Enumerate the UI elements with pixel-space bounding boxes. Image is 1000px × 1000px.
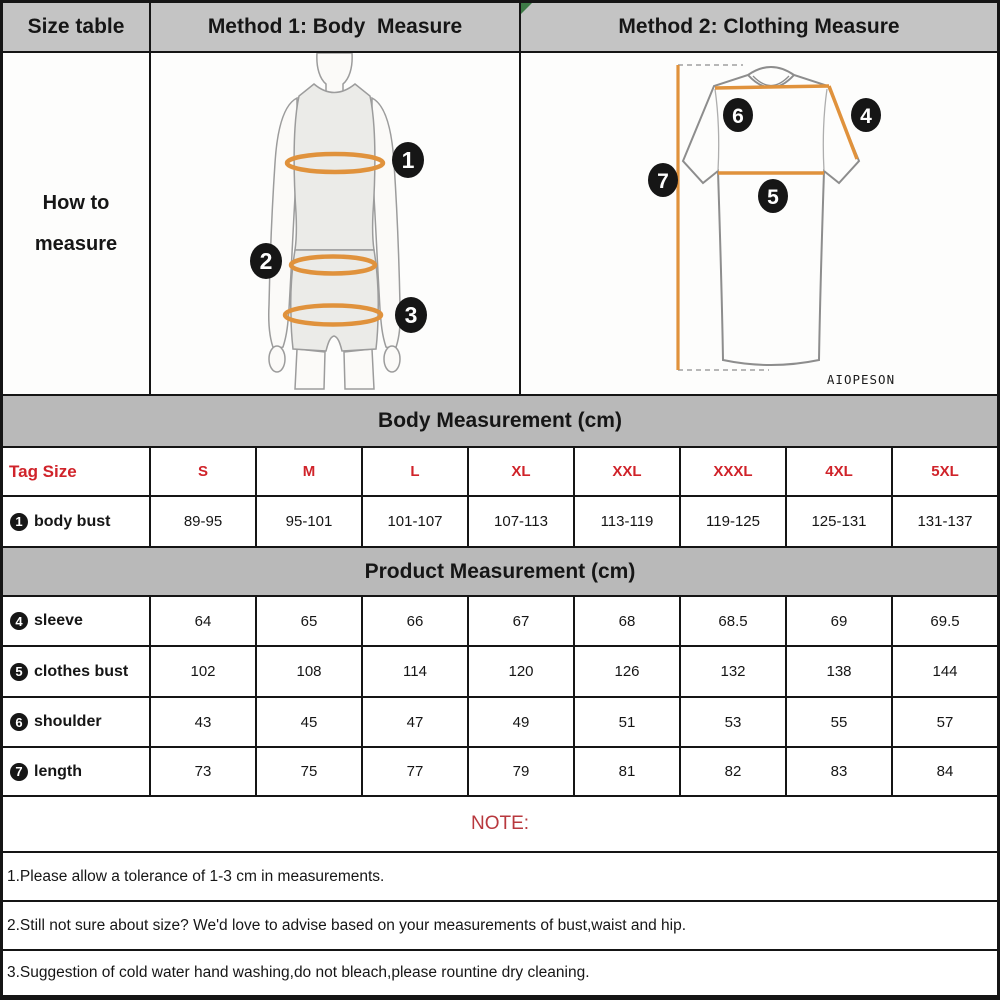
sleeve-value: 66 — [363, 597, 469, 645]
header-method1 — [151, 3, 521, 51]
left-hand — [269, 346, 285, 372]
tank-top — [294, 84, 375, 250]
sleeve-value: 68 — [575, 597, 681, 645]
length-value: 81 — [575, 748, 681, 795]
shoulder-line — [715, 86, 829, 88]
shoulder-row — [3, 698, 997, 748]
clothing-measure-diagram-cell — [521, 53, 997, 394]
product-measurement-title: Product Measurement (cm) — [3, 548, 997, 595]
clothes-bust-value: 126 — [575, 647, 681, 696]
clothes-bust-value: 114 — [363, 647, 469, 696]
shorts — [291, 250, 379, 351]
badge-6-number: 6 — [732, 105, 744, 128]
body-bust-value: 125-131 — [787, 497, 893, 546]
shoulder-value: 53 — [681, 698, 787, 746]
note-row — [3, 902, 997, 951]
size-table-label: Size table — [27, 15, 125, 38]
body-bust-value: 95-101 — [257, 497, 363, 546]
body-bust-value: 113-119 — [575, 497, 681, 546]
size-4xl: 4XL — [787, 448, 893, 495]
right-leg — [344, 349, 374, 389]
length-row — [3, 748, 997, 797]
length-value: 84 — [936, 763, 954, 780]
length-label: 7 length — [3, 748, 151, 795]
tshirt-outline — [683, 67, 859, 365]
shoulder-label: 6 shoulder — [3, 698, 151, 746]
tag-size-label: Tag Size — [3, 448, 151, 495]
sleeve-value: 69.5 — [930, 612, 960, 630]
note-row — [3, 853, 997, 902]
size-m: M — [257, 448, 363, 495]
sleeve-row — [3, 597, 997, 647]
body-measure-diagram — [151, 53, 519, 394]
length-value: 83 — [787, 748, 893, 795]
body-measure-diagram-cell — [151, 53, 521, 394]
length-value: 77 — [363, 748, 469, 795]
size-5xl: 5XL — [931, 463, 959, 480]
badge-7-chip: 7 — [10, 763, 28, 781]
shoulder-value: 57 — [936, 713, 954, 731]
top-header-row — [3, 3, 997, 53]
left-leg — [295, 349, 325, 389]
note-header-row — [3, 797, 997, 853]
badge-6-chip: 6 — [10, 713, 28, 731]
body-bust-row — [3, 497, 997, 548]
how-to-measure-cell — [3, 53, 151, 394]
sleeve-value: 64 — [151, 597, 257, 645]
header-size-table — [3, 3, 151, 51]
clothes-bust-value: 132 — [681, 647, 787, 696]
size-xxl: XXL — [575, 448, 681, 495]
header-method2 — [521, 3, 997, 51]
product-measurement-band-row — [3, 548, 997, 597]
sleeve-value: 69 — [787, 597, 893, 645]
note-row — [3, 951, 997, 995]
body-bust-value: 89-95 — [151, 497, 257, 546]
shoulder-value: 45 — [257, 698, 363, 746]
clothes-bust-value: 108 — [257, 647, 363, 696]
clothes-bust-row — [3, 647, 997, 698]
illustration-row — [3, 53, 997, 396]
shoulder-value: 49 — [469, 698, 575, 746]
shoulder-value: 47 — [363, 698, 469, 746]
badge-3-number: 3 — [404, 302, 418, 328]
clothes-bust-value: 144 — [932, 663, 958, 680]
corner-flag-icon — [521, 3, 532, 14]
note-1: 1.Please allow a tolerance of 1-3 cm in measurements. — [7, 867, 385, 885]
length-value: 73 — [151, 748, 257, 795]
size-l: L — [363, 448, 469, 495]
body-measurement-title: Body Measurement (cm) — [3, 396, 997, 446]
brand-label: AIOPESON — [826, 372, 896, 387]
length-value: 82 — [681, 748, 787, 795]
badge-4-chip: 4 — [10, 612, 28, 630]
length-value: 75 — [257, 748, 363, 795]
shoulder-value: 51 — [575, 698, 681, 746]
note-title: NOTE: — [470, 813, 530, 834]
clothes-bust-value: 138 — [787, 647, 893, 696]
badge-1-chip: 1 — [10, 513, 28, 531]
note-2: 2.Still not sure about size? We'd love to advise based on your measurements of bust,waist and hip. — [7, 916, 687, 934]
body-bust-value: 101-107 — [363, 497, 469, 546]
shoulder-value: 43 — [151, 698, 257, 746]
clothes-bust-label: 5 clothes bust — [3, 647, 151, 696]
body-bust-value: 119-125 — [681, 497, 787, 546]
badge-1-number: 1 — [401, 147, 415, 173]
note-3: 3.Suggestion of cold water hand washing,do not bleach,please rountine dry cleaning. — [7, 964, 590, 981]
tag-size-row — [3, 448, 997, 497]
clothes-bust-value: 102 — [151, 647, 257, 696]
sleeve-value: 68.5 — [681, 597, 787, 645]
body-measurement-band-row — [3, 396, 997, 448]
size-s: S — [151, 448, 257, 495]
right-hand — [384, 346, 400, 372]
body-bust-label: 1 body bust — [3, 497, 151, 546]
sleeve-label: 4 sleeve — [3, 597, 151, 645]
badge-2-number: 2 — [259, 248, 273, 274]
how-to-measure-label: How to measure — [34, 191, 118, 255]
size-xl: XL — [469, 448, 575, 495]
size-xxxl: XXXL — [681, 448, 787, 495]
clothes-bust-value: 120 — [469, 647, 575, 696]
length-value: 79 — [469, 748, 575, 795]
sleeve-value: 67 — [469, 597, 575, 645]
badge-7-number: 7 — [657, 170, 669, 193]
shoulder-value: 55 — [787, 698, 893, 746]
method2-label: Method 2: Clothing Measure — [618, 15, 900, 38]
clothing-measure-diagram — [521, 53, 997, 394]
body-bust-value: 131-137 — [917, 513, 973, 530]
method1-label: Method 1: Body Measure — [207, 15, 463, 38]
body-bust-value: 107-113 — [469, 497, 575, 546]
badge-4-number: 4 — [860, 105, 872, 128]
badge-5-chip: 5 — [10, 663, 28, 681]
sleeve-value: 65 — [257, 597, 363, 645]
badge-5-number: 5 — [767, 186, 779, 209]
